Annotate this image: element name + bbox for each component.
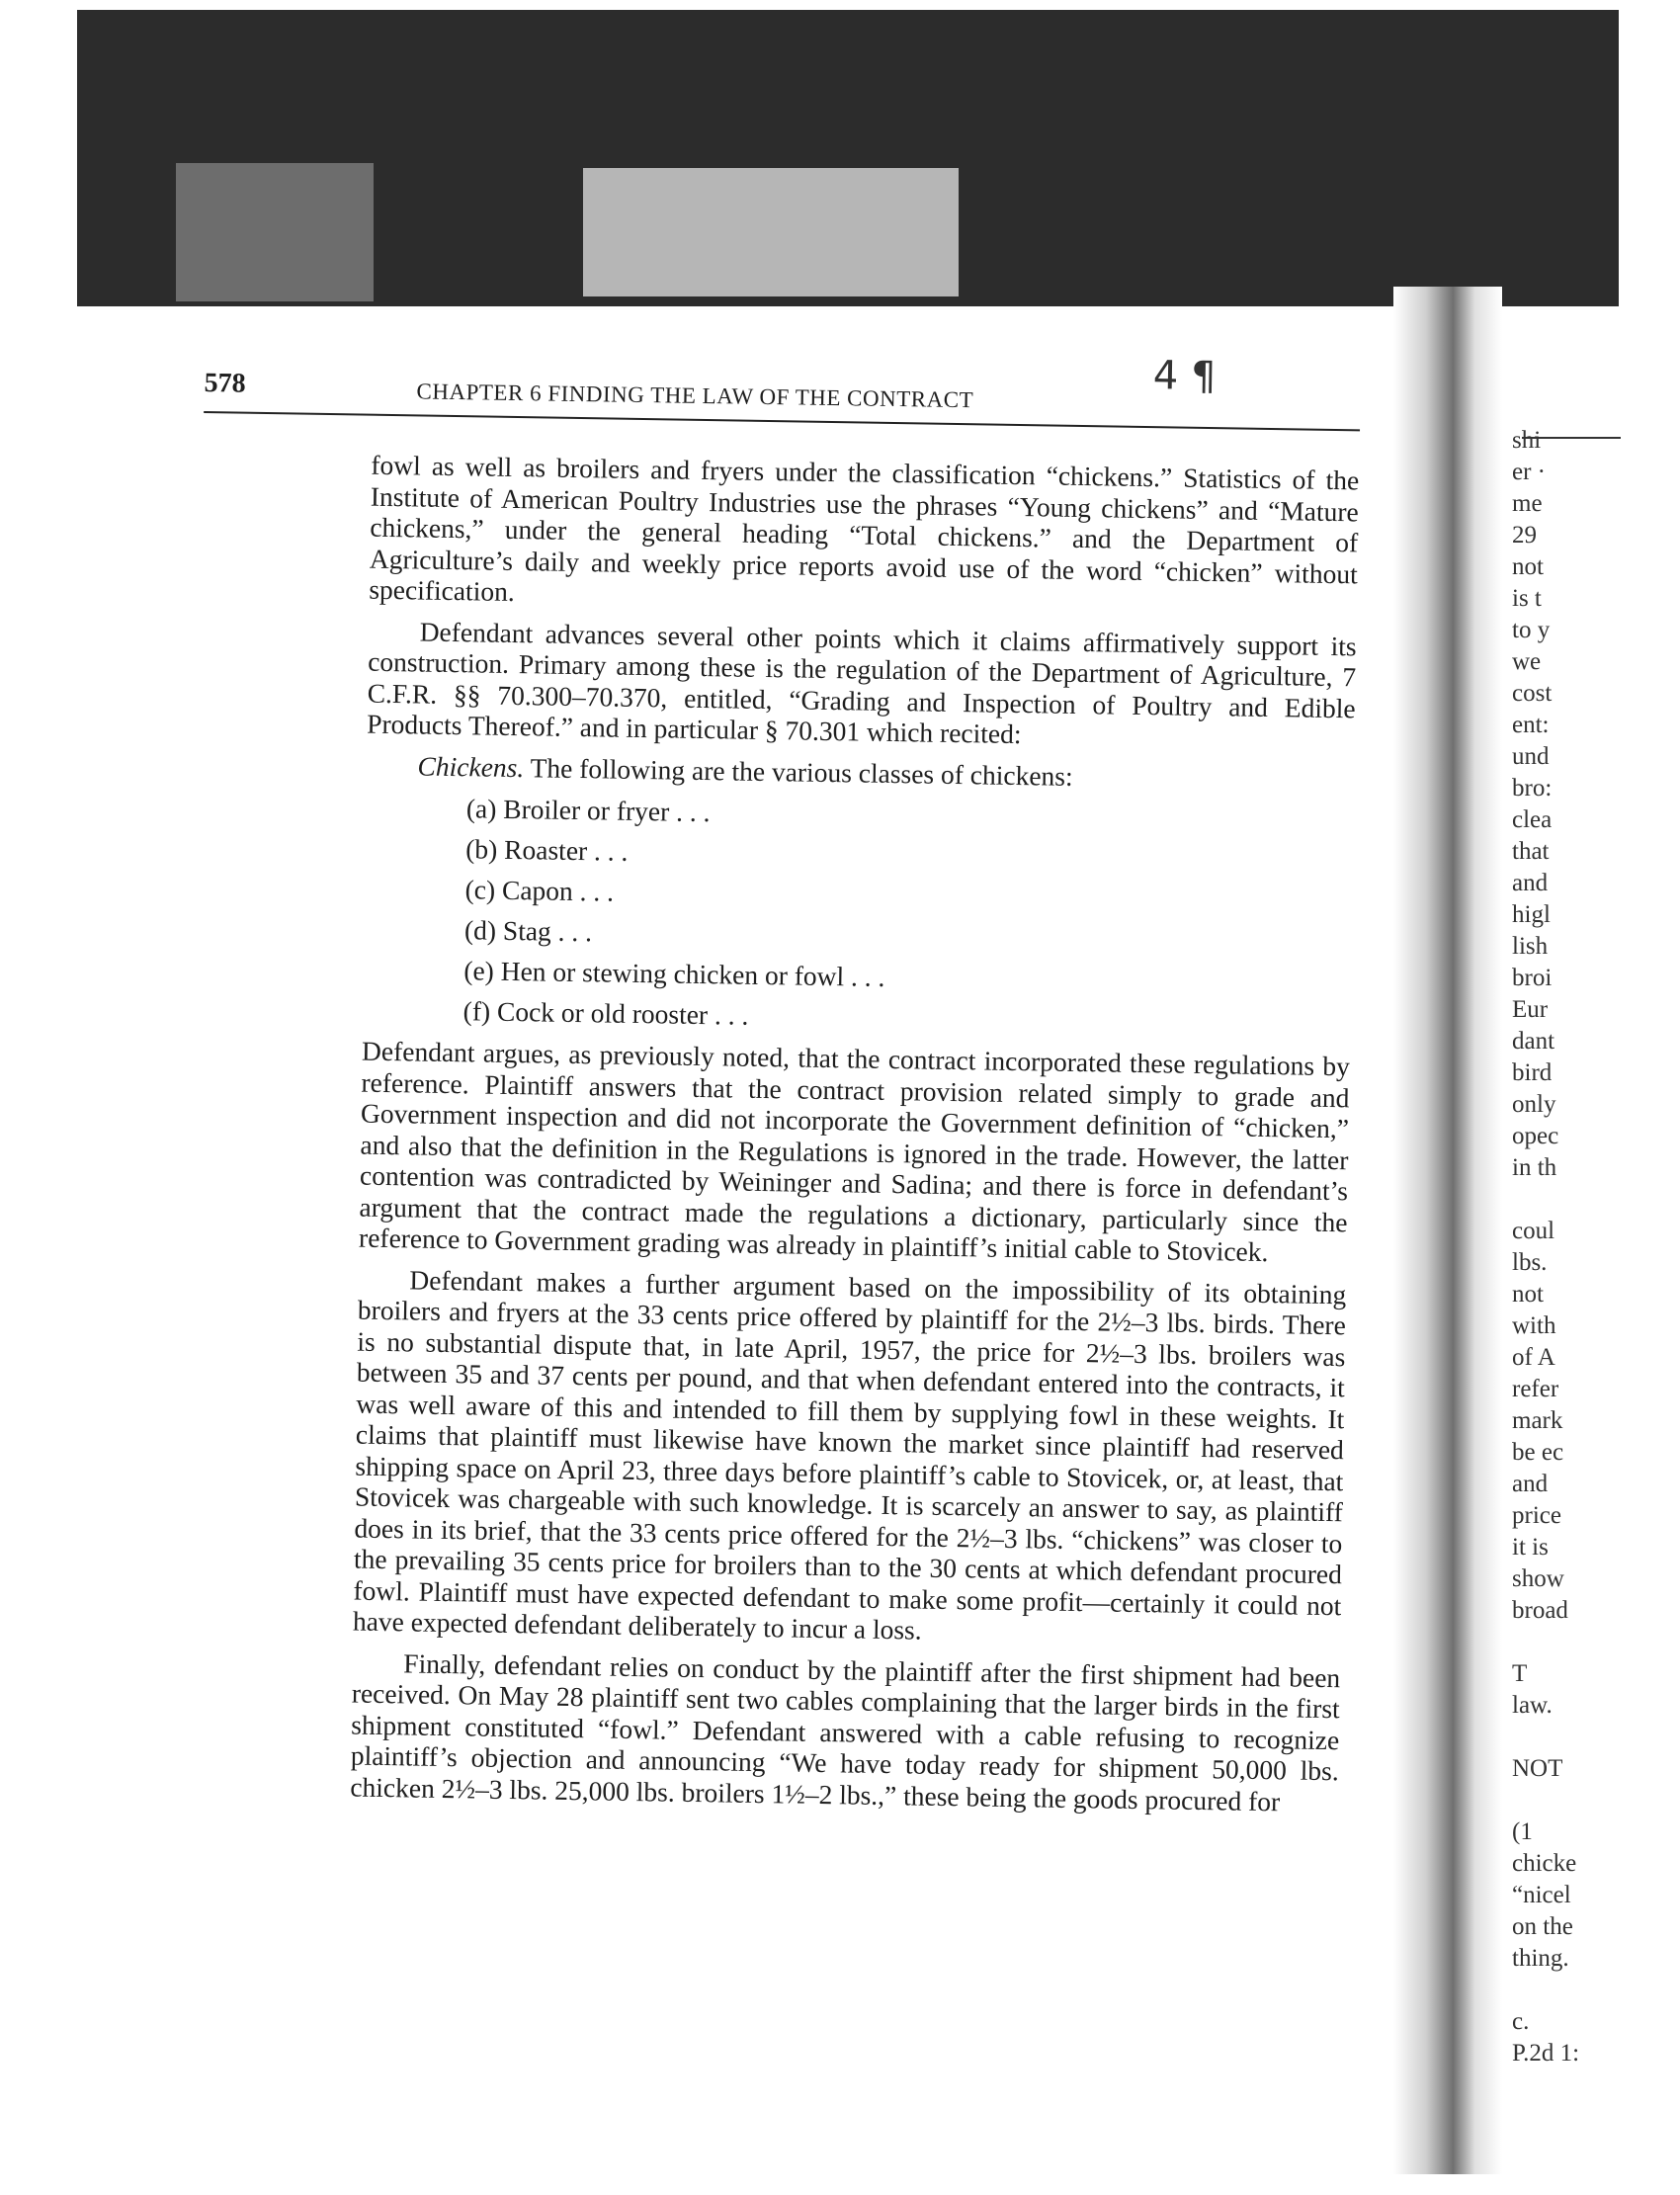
facing-page-line: “nicel — [1512, 1882, 1571, 1908]
facing-page-line: (1 — [1512, 1818, 1533, 1845]
facing-page-line: refer — [1512, 1376, 1559, 1402]
facing-page-line: ent: — [1512, 712, 1550, 738]
facing-page-line: lish — [1512, 933, 1549, 960]
facing-page-line: in th — [1512, 1154, 1557, 1181]
facing-page-line: that — [1512, 838, 1550, 865]
facing-page-line: and — [1512, 870, 1549, 896]
page-number: 578 — [204, 368, 246, 399]
facing-page-line: lbs. — [1512, 1249, 1548, 1276]
facing-page-line: mark — [1512, 1407, 1563, 1434]
facing-page-line: broi — [1512, 965, 1553, 991]
facing-page-line: opec — [1512, 1123, 1559, 1149]
facing-page-line — [1512, 1722, 1621, 1753]
facing-page-line: we — [1512, 648, 1542, 675]
facing-page-line: dant — [1512, 1028, 1555, 1055]
regulation-intro-text: The following are the various classes of chickens: — [530, 751, 1073, 792]
facing-page-line: chicke — [1512, 1850, 1577, 1877]
facing-page-line: show — [1512, 1565, 1564, 1592]
chapter-title: CHAPTER 6 FINDING THE LAW OF THE CONTRACT — [416, 379, 974, 413]
paragraph: fowl as well as broilers and fryers under the classification “chickens.” Statistics of the Institute of American Poultry Industries use the phrases “Young chickens” and “Mature chickens,” under the general heading “Total chickens.” and the Department of Agriculture’s daily and weekly price reports avoid use of the word “chicken” without specification. — [369, 449, 1360, 607]
facing-page-fragment — [1512, 425, 1621, 2069]
facing-page-line: coul — [1512, 1218, 1555, 1244]
chicken-classes-list — [462, 788, 1354, 1045]
facing-page-line — [1512, 1785, 1621, 1816]
scanner-artifact — [176, 163, 374, 301]
facing-page-line: bro: — [1512, 775, 1553, 802]
list-item: (f) Cock or old rooster . . . — [462, 995, 749, 1031]
facing-page-line: Eur — [1512, 996, 1549, 1023]
facing-page-line: not — [1512, 1281, 1544, 1308]
facing-page-line: to y — [1512, 617, 1551, 643]
list-item: (b) Roaster . . . — [465, 833, 629, 867]
facing-page-line: cost — [1512, 680, 1553, 707]
paragraph: Finally, defendant relies on conduct by the plaintiff after the first shipment had been received. On May 28 plaintiff sent two cables complaining that the larger birds in the first shipment constituted “fowl.” Defendant answered with a cable refusing to recognize plaintiff’s objection and announcing “We have today ready for shipment 50,000 lbs. chicken 2½–3 lbs. 25,000 lbs. broilers 1½–2 lbs.,” these being the goods procured for — [350, 1646, 1341, 1816]
facing-page-line: with — [1512, 1312, 1556, 1339]
facing-page-line: er · — [1512, 459, 1546, 485]
facing-page-line: und — [1512, 743, 1550, 770]
facing-page-line: law. — [1512, 1692, 1553, 1719]
facing-page-line: clea — [1512, 806, 1553, 833]
facing-page-line: only — [1512, 1091, 1556, 1118]
facing-page-line: NOT — [1512, 1755, 1563, 1782]
scanner-artifact — [583, 168, 959, 296]
facing-page-line: P.2d 1: — [1512, 2040, 1580, 2067]
facing-page-line: bird — [1512, 1059, 1553, 1086]
facing-page-line: not — [1512, 553, 1544, 580]
facing-page-line: it is — [1512, 1534, 1549, 1561]
facing-page-line — [1512, 1627, 1621, 1658]
list-item: (a) Broiler or fryer . . . — [465, 793, 711, 828]
facing-page-line: me — [1512, 490, 1543, 517]
facing-page-line: be ec — [1512, 1439, 1564, 1466]
list-item: (e) Hen or stewing chicken or fowl . . . — [463, 955, 885, 992]
facing-page-line: thing. — [1512, 1945, 1569, 1972]
list-item: (d) Stag . . . — [463, 914, 593, 948]
book-page — [47, 296, 1421, 2195]
facing-page-line: c. — [1512, 2008, 1530, 2035]
facing-page-line: broad — [1512, 1597, 1568, 1624]
facing-page-line: on the — [1512, 1913, 1573, 1940]
facing-page-line: shi — [1512, 427, 1542, 454]
facing-page-line: higl — [1512, 901, 1551, 928]
handwritten-margin-note: 4 ¶ — [1152, 353, 1217, 400]
facing-page-line: T — [1512, 1660, 1528, 1687]
facing-page-line: 29 — [1512, 522, 1537, 549]
list-item: (c) Capon . . . — [464, 874, 615, 907]
facing-page-line: and — [1512, 1471, 1549, 1497]
paragraph: Defendant makes a further argument based on the impossibility of its obtaining broilers and fryers at the 33 cents price offered by plaintiff for the 2½–3 lbs. birds. There is no substantial dispute that, in late April, 1957, the price for 2½–3 lbs. broilers was between 35 and 37 cents per pound, and that when defendant entered into the contracts, it was well aware of this and intended to fill them by supplying fowl in these weights. It claims that plaintiff must likewise have known the market since plaintiff had reserved shipping space on April 23, three days before plaintiff’s cable to Stovicek, or, at least, that Stovicek was chargeable with such knowledge. It is scarcely an answer to say, as plaintiff does in its brief, that the 33 cents price offered for the 2½–3 lbs. “chickens” was closer to the prevailing 35 cents price for broilers than to the 30 cents at which defendant procured fowl. Plaintiff must have expected defendant to make some profit—certainly it could not have expected defendant deliberately to incur a loss. — [352, 1263, 1347, 1646]
facing-page-line: of A — [1512, 1344, 1555, 1371]
facing-page-line: is t — [1512, 585, 1542, 612]
facing-page-line — [1512, 1184, 1621, 1216]
page-body — [350, 450, 1360, 1828]
facing-page-line — [1512, 1975, 1621, 2006]
paragraph: Defendant argues, as previously noted, that the contract incorporated these regulations by reference. Plaintiff answers that the contract provision related simply to grade and Government inspection and did not incorporate the Government definition of “chicken,” and also that the definition in the Regulations is ignored in the trade. However, the latter contention was contradicted by Weininger and Sadina; and there is force in defendant’s argument that the contract made the regulations a dictionary, particularly since the reference to Government grading was already in plaintiff’s initial cable to Stovicek. — [358, 1035, 1351, 1268]
regulation-term: Chickens. — [417, 749, 525, 783]
paragraph: Defendant advances several other points which it claims affirmatively support its construction. Primary among these is the regulation of the Department of Agriculture, 7 C.F.R. §§ 70.300–70.370, entitled, “Grading and Inspection of Poultry and Edible Products Thereof.” and in particular § 70.301 which recited: — [367, 615, 1357, 750]
facing-page-line: price — [1512, 1502, 1561, 1529]
